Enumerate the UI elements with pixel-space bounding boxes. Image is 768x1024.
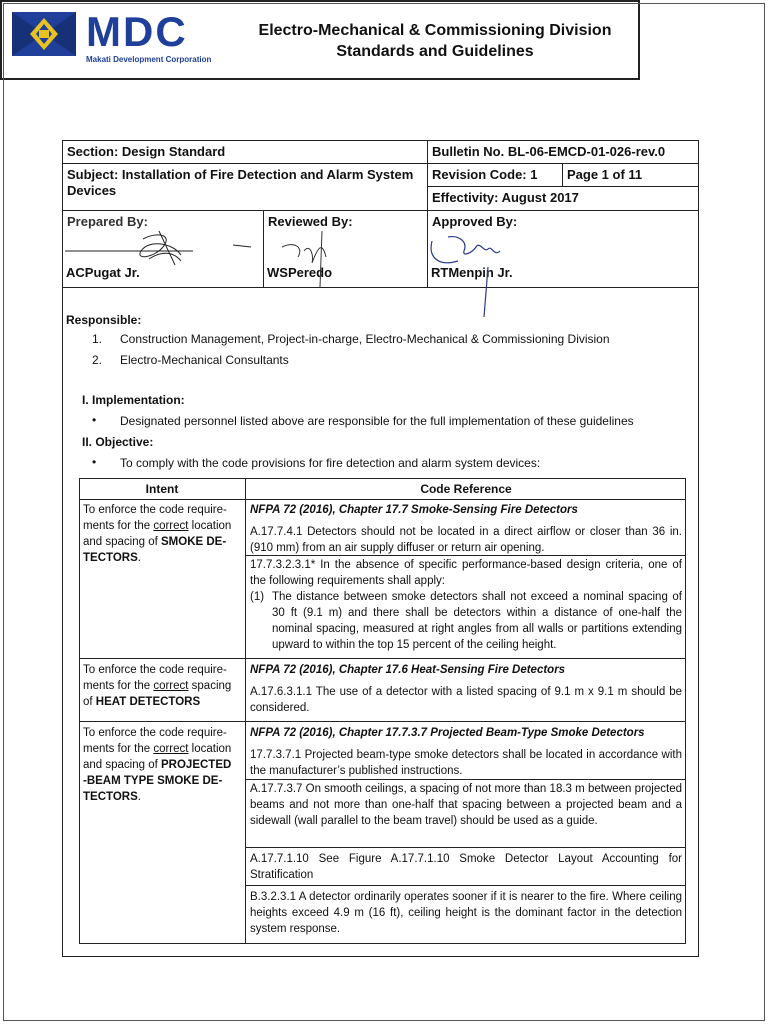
responsible-item-2: Electro-Mechanical Consultants [120,353,289,367]
approved-cell [427,210,699,288]
division-title-block [240,20,630,62]
approved-label: Approved By: [432,214,518,229]
row3-intent: To enforce the code require- ments for the correct location and spacing of PROJECTED -BEAM TYPE SMOKE DE- TECTORS. [83,727,232,803]
row1-ref-title: NFPA 72 (2016), Chapter 17.7 Smoke-Sensing Fire Detectors [250,504,578,516]
page-cell [562,163,699,187]
header-code-reference: Code Reference [420,482,512,496]
effectivity-cell [427,186,699,211]
row2-ref-title: NFPA 72 (2016), Chapter 17.6 Heat-Sensing Fire Detectors [250,664,566,676]
prepared-cell [62,210,264,288]
row3-ref-1: 17.7.3.7.1 Projected beam-type smoke detectors shall be located in accordance with the manufacturer’s published instructions. [250,749,682,777]
revision-code: Revision Code: 1 [432,167,538,182]
bullet-dot: • [92,413,97,427]
prepared-label: Prepared By: [67,214,148,229]
row3-ref-4: B.3.2.3.1 A detector ordinarily operates sooner if it is nearer to the fire. Where ceiling heights exceed 4.9 m (16 ft), ceiling height is the dominant factor in the detection system response. [250,891,682,935]
header-banner [0,0,640,80]
page-number: Page 1 of 11 [567,167,643,182]
row2-intent: To enforce the code require- ments for the correct spacing of HEAT DETECTORS [83,664,232,708]
row-divider [245,555,686,556]
bulletin-number: Bulletin No. BL-06-EMCD-01-026-rev.0 [432,144,666,159]
implementation-text: Designated personnel listed above are responsible for the full implementation of these guidelines [120,414,634,428]
responsible-item-1: Construction Management, Project-in-charge, Electro-Mechanical & Commissioning Division [120,332,610,346]
objective-text: To comply with the code provisions for fire detection and alarm system devices: [120,456,541,470]
row2-ref-1: A.17.6.3.1.1 The use of a detector with a listed spacing of 9.1 m x 9.1 m should be considered. [250,686,682,714]
row1-ref-2-item-num: (1) [250,591,265,603]
prepared-name: ACPugat Jr. [66,265,140,280]
reviewed-label: Reviewed By: [268,214,353,229]
row-divider [245,885,686,886]
objective-heading: II. Objective: [82,435,154,449]
subject-cell [62,163,428,211]
reviewed-name: WSPeredo [267,265,333,280]
responsible-item-num-1: 1. [92,332,103,346]
section-cell [62,140,428,164]
subject-text: Subject: Installation of Fire Detection and Alarm System Devices [67,167,414,198]
bullet-dot: • [92,455,97,469]
responsible-heading: Responsible: [66,313,142,327]
logo-text: MDC [86,8,188,55]
section-label: Section: Design Standard [67,144,226,159]
division-title: Electro-Mechanical & Commissioning Division [258,22,612,39]
row1-ref-2-item: The distance between smoke detectors shall not exceed a nominal spacing of 30 ft (9.1 m) and there shall be detectors within a distance of one-half the nominal spacing, measured at right angles from all walls or partitions extending upward to within the top 15 percent of the ceiling height. [272,591,682,651]
row1-ref-2: 17.7.3.2.3.1* In the absence of specific performance-based design criteria, one of the following requirements shall apply: [250,559,682,587]
header-intent: Intent [145,482,179,496]
reviewed-cell [263,210,428,288]
row1-intent: To enforce the code require- ments for the correct location and spacing of SMOKE DE- TECTORS. [83,504,232,564]
reviewed-signature [264,225,424,289]
row3-ref-title: NFPA 72 (2016), Chapter 17.7.3.7 Projected Beam-Type Smoke Detectors [250,727,645,739]
implementation-heading: I. Implementation: [82,393,185,407]
prepared-signature [63,221,253,271]
effectivity-date: Effectivity: August 2017 [432,190,579,205]
approved-name: RTMenpin Jr. [431,265,513,280]
row3-ref-3: A.17.7.1.10 See Figure A.17.7.1.10 Smoke Detector Layout Accounting for Stratification [250,853,682,881]
row-divider [245,779,686,780]
row-divider [245,847,686,848]
row3-ref-2: A.17.7.3.7 On smooth ceilings, a spacing of not more than 18.3 m between projected beams and not more than one-half that spacing between a projected beam and a sidewall (wall parallel to the beam travel) should be used as a guide. [250,783,682,827]
mdc-logo [8,6,228,66]
row1-ref-1: A.17.7.4.1 Detectors should not be located in a direct airflow or closer than 36 in. (910 mm) from an air supply diffuser or return air opening. [250,526,682,554]
logo-subtitle: Makati Development Corporation [86,55,212,64]
revision-cell [427,163,563,187]
bulletin-cell [427,140,699,164]
division-subtitle: Standards and Guidelines [336,43,534,60]
responsible-item-num-2: 2. [92,353,103,367]
